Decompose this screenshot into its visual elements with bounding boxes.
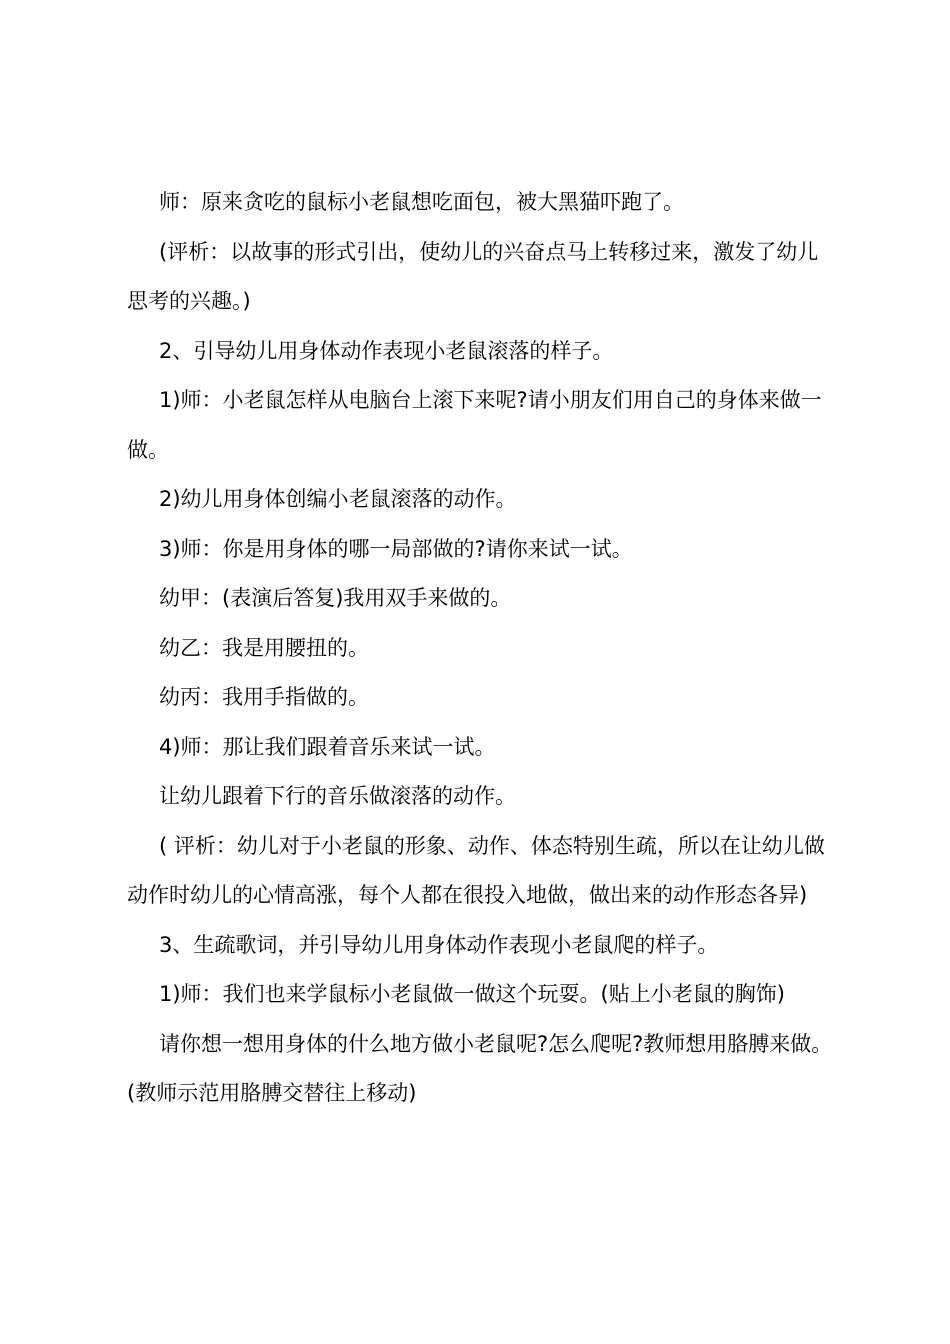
paragraph-step-2-3: 3)师：你是用身体的哪一局部做的?请你来试一试。 [159, 536, 633, 561]
paragraph-step-2-4: 4)师：那让我们跟着音乐来试一试。 [159, 734, 496, 759]
paragraph-analysis-1: (评析：以故事的形式引出，使幼儿的兴奋点马上转移过来，激发了幼儿思考的兴趣。) [127, 239, 819, 313]
paragraph-child-b: 幼乙：我是用腰扭的。 [159, 635, 369, 660]
paragraph-child-c: 幼丙：我用手指做的。 [159, 685, 369, 709]
paragraph-step-3-question: 请你想一想用身体的什么地方做小老鼠呢?怎么爬呢?教师想用胳膊来做。(教师示范用胳膊交替往上移动) [127, 1031, 833, 1105]
paragraph-teacher-intro: 师：原来贪吃的鼠标小老鼠想吃面包，被大黑猫吓跑了。 [159, 190, 684, 214]
paragraph-step-2-1: 1)师：小老鼠怎样从电脑台上滚下来呢?请小朋友们用自己的身体来做一做。 [127, 388, 822, 462]
paragraph-step-3-1: 1)师：我们也来学鼠标小老鼠做一做这个玩耍。(贴上小老鼠的胸饰) [159, 982, 785, 1006]
paragraph-child-a: 幼甲：(表演后答复)我用双手来做的。 [159, 586, 512, 610]
paragraph-music-action: 让幼儿跟着下行的音乐做滚落的动作。 [159, 784, 516, 808]
paragraph-step-3-heading: 3、生疏歌词，并引导幼儿用身体动作表现小老鼠爬的样子。 [159, 932, 719, 957]
document-page [127, 178, 833, 1119]
paragraph-step-2-heading: 2、引导幼儿用身体动作表现小老鼠滚落的样子。 [159, 338, 614, 363]
paragraph-step-2-2: 2)幼儿用身体创编小老鼠滚落的动作。 [159, 487, 517, 511]
paragraph-analysis-2: ( 评析：幼儿对于小老鼠的形象、动作、体态特别生疏，所以在让幼儿做动作时幼儿的心情高涨，每个人都在很投入地做，做出来的动作形态各异) [127, 833, 825, 907]
